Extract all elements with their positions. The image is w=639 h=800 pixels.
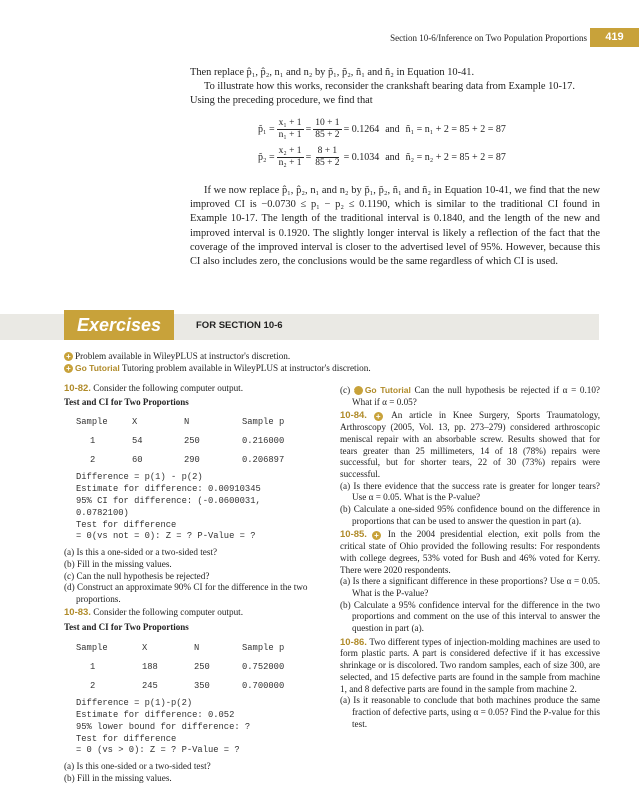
table-row (76, 677, 284, 696)
section-title: Section 10-6/Inference on Two Population Proportions (390, 33, 587, 43)
table-header-row (76, 413, 284, 432)
ex82-intro-text: Consider the following computer output. (93, 383, 244, 393)
eq1-num1: x₁ + 1 (278, 118, 302, 128)
table-cell: 2 (90, 680, 96, 691)
part-c-prefix: (c) (340, 385, 351, 395)
col-header: Sample p (242, 417, 285, 428)
eq1-den1: n₁ + 1 (278, 130, 302, 140)
table-cell: 60 (132, 455, 143, 466)
ex82-part-a: (a) Is this a one-sided or a two-sided test? (64, 547, 218, 558)
table-row (76, 451, 284, 470)
go-tutorial-link[interactable]: Go Tutorial (364, 385, 411, 395)
ex84-number: 10-84. (340, 410, 367, 422)
table-cell: 290 (184, 455, 200, 466)
table-cell: 350 (194, 680, 210, 691)
ex82-intro (64, 383, 336, 395)
ex85-part-b: (b) Calculate a 95% confidence interval for the difference in the two proportions and comment on the use of this interval to answer the question in part (a). (340, 599, 600, 634)
ex83-number: 10-83. (64, 606, 91, 618)
ex85-number: 10-85. (340, 529, 367, 541)
col-header: Sample p (242, 642, 285, 653)
exercises-section: FOR SECTION 10-6 (196, 320, 283, 331)
ex84-part-a: (a) Is there evidence that the success rate is greater for longer tears? Use α = 0.05. What is the P-value? (340, 480, 600, 503)
col-header: N (194, 642, 200, 653)
ex82-part-c: (c) Can the null hypothesis be rejected? (64, 570, 210, 581)
eq1-num2: 10 + 1 (315, 118, 340, 128)
intro-line-3: Using the preceding procedure, we find that (190, 95, 373, 107)
col-header: X (132, 417, 138, 428)
table-header-row (76, 639, 284, 658)
eq1-result: = 0.1264 (343, 124, 380, 135)
table-cell: 0.216000 (242, 436, 285, 447)
wiley-note (64, 351, 594, 362)
ex83-table (76, 639, 284, 696)
table-cell: 0.206897 (242, 455, 285, 466)
ex86-part-a: (a) Is it reasonable to conclude that both machines produce the same fraction of defective parts, using α = 0.05? Find the P-value for this test. (340, 695, 600, 729)
eq1-and: and (385, 124, 400, 135)
ex82-output: Difference = p(1) - p(2) Estimate for difference: 0.00910345 95% CI for difference: (-0.0600031, 0.0782100) Test for difference = 0(vs not = 0): Z = ? P-Value = ? (76, 472, 261, 542)
col-header: X (142, 642, 148, 653)
right-column (340, 385, 600, 730)
ex84-part-b: (b) Calculate a one-sided 95% confidence bound on the difference in proportions that can be used to answer the question in part (a). (340, 504, 600, 526)
ex86 (340, 637, 600, 696)
table-cell: 0.752000 (242, 661, 285, 672)
table-cell: 1 (90, 661, 96, 672)
eq2-and: and (385, 152, 400, 163)
plus-icon: + (372, 531, 381, 540)
ex85-part-a: (a) Is there a significant difference in these proportions? Use α = 0.05. What is the P-value? (340, 576, 600, 598)
wiley-note-text: Problem available in WileyPLUS at instructor's discretion. (75, 351, 291, 361)
ex82-table (76, 413, 284, 470)
left-column (64, 383, 336, 785)
eq2-num1: x₂ + 1 (278, 146, 302, 156)
eq2-rhs: ñ₂ = n₂ + 2 = 85 + 2 = 87 (405, 152, 506, 163)
go-tutorial-link[interactable]: Go Tutorial (75, 363, 120, 373)
table-cell: 188 (142, 661, 158, 672)
plus-icon: + (354, 386, 363, 395)
table-cell: 250 (194, 661, 210, 672)
eq2-lhs: p̃₂ = (258, 152, 275, 163)
ex83-part-b: (b) Fill in the missing values. (64, 772, 172, 783)
ex82-number: 10-82. (64, 383, 91, 394)
eq1-den2: 85 + 2 (315, 130, 340, 140)
tutorial-note (64, 363, 594, 374)
ex83-title: Test and CI for Two Proportions (64, 622, 189, 633)
equation-p2: p̃₂ = $\frac{\text{x₂ + 1}}{\text{n₂ + 1}}$ = $\frac{8 + 1}{85 + 2}$ = 0.1034 and ñ₂ = n₂ + 2 = 85 + 2 = 87 (258, 146, 506, 168)
eq1-lhs: p̃₁ = (258, 124, 275, 135)
intro-line-1: Then replace p̂₁, p̂₂, n₁ and n₂ by p̃₁, p̃₂, ñ₁ and ñ₂ in Equation 10-41. (190, 67, 475, 78)
table-row (76, 432, 284, 451)
ex83-intro (64, 607, 336, 619)
eq2-num2: 8 + 1 (317, 146, 338, 156)
plus-icon: + (374, 412, 383, 421)
part-c-text: Can the null hypothesis be rejected if α = 0.10? What if α = 0.05? (352, 385, 601, 407)
tutorial-note-text: Tutoring problem available in WileyPLUS at instructor's discretion. (121, 363, 371, 373)
table-cell: 245 (142, 680, 158, 691)
ex86-text: Two different types of injection-molding machines are used to form plastic parts. A part is considered defective if it has excessive shrinkage or is discolored. Two random samples, each of size 300, are selected, and 15 defective parts are found in the sample from machine 1, and 8 defective parts are found in the sample from machine 2. (340, 636, 600, 694)
ex83-part-c (340, 385, 600, 408)
plus-icon: + (64, 364, 73, 373)
ex84-text: An article in Knee Surgery, Sports Traumatology, Arthroscopy (2005, Vol. 13, pp. 273–279) considered arthroscopic meniscal repair with an absorbable screw. Results showed that for tears greater than 25 millimeters, 14 of 18 (78%) repairs were successful, but for shorter tears, 22 of 30 (73%) repairs were successful. (340, 410, 600, 479)
ex83-intro-text: Consider the following computer output. (93, 606, 244, 617)
table-cell: 250 (184, 436, 200, 447)
ex85 (340, 529, 600, 576)
table-row (76, 658, 284, 677)
col-header: N (184, 417, 190, 428)
ex82-title: Test and CI for Two Proportions (64, 396, 189, 407)
ex82-part-d: (d) Construct an approximate 90% CI for the difference in the two proportions. (64, 582, 308, 604)
col-header: Sample (76, 417, 108, 428)
intro-line-2: To illustrate how this works, reconsider the crankshaft bearing data from Example 10-17. (204, 81, 575, 93)
eq2-result: = 0.1034 (343, 152, 380, 163)
ex86-number: 10-86. (340, 636, 367, 648)
col-header: Sample (76, 642, 108, 653)
eq2-den2: 85 + 2 (315, 158, 340, 168)
exercises-label: Exercises (64, 310, 174, 340)
plus-icon: + (64, 352, 73, 361)
table-cell: 1 (90, 436, 96, 447)
ex84 (340, 410, 600, 480)
eq2-den1: n₂ + 1 (278, 158, 302, 168)
ex83-output: Difference = p(1)-p(2) Estimate for difference: 0.052 95% lower bound for difference: ? Test for difference = 0 (vs > 0): Z = ? P-Value = ? (76, 698, 251, 756)
equation-p1: p̃₁ = $\frac{\text{x₁ + 1}}{\text{n₁ + 1}}$ = $\frac{10 + 1}{85 + 2}$ = 0.1264 and ñ₁ = n₁ + 2 = 85 + 2 = 87 (258, 118, 506, 140)
conclusion-paragraph: If we now replace p̂₁, p̂₂, n₁ and n₂ by p̃₁, p̃₂, ñ₁ and ñ₂ in Equation 10-41, we find that the new improved CI is −0.0730 ≤ p₁ − p₂ ≤ 0.1190, which is similar to the traditional CI found in Example 10-17. The length of the traditional interval is 0.1840, and the length of the new and improved interval is 0.1920. The slightly longer interval is likely a reflection of the fact that the coverage of the improved interval is closer to the advertised level of 95%. However, because this CI also includes zero, the conclusions would be the same regardless of which CI is used. (190, 185, 600, 268)
eq1-rhs: ñ₁ = n₁ + 2 = 85 + 2 = 87 (405, 124, 506, 135)
table-cell: 54 (132, 436, 143, 447)
table-cell: 0.700000 (242, 680, 285, 691)
page-number: 419 (590, 28, 639, 47)
table-cell: 2 (90, 455, 96, 466)
ex82-part-b: (b) Fill in the missing values. (64, 558, 172, 569)
ex85-text: In the 2004 presidential election, exit polls from the critical state of Ohio provided the following results: For respondents with college degrees, 53% voted for Bush and 46% voted for Kerry. There were 2020 respondents. (340, 529, 600, 575)
ex83-part-a: (a) Is this one-sided or a two-sided test? (64, 761, 211, 772)
